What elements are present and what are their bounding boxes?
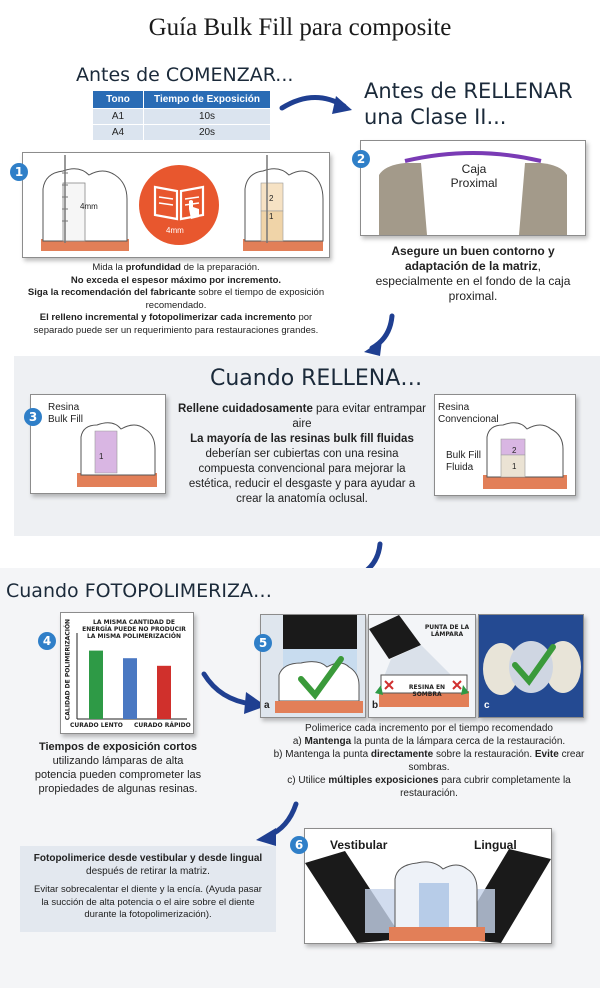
text-span: Proximal	[450, 176, 498, 190]
text-span: Bulk Fill	[446, 450, 482, 461]
layer-label: 1	[269, 212, 274, 221]
step5-text	[270, 722, 588, 800]
layer-label: 1	[99, 452, 104, 461]
depth-label: 4mm	[80, 202, 98, 211]
layer-label: 2	[269, 194, 274, 203]
text-span: LÁMPARA	[430, 631, 464, 638]
step3-text	[176, 402, 428, 507]
fill-heading: Cuando RELLENA…	[210, 366, 423, 391]
text-span: Resina	[48, 402, 80, 413]
step2-text	[368, 244, 578, 304]
flowable-label	[446, 450, 481, 474]
text-span: Bulk Fill	[48, 414, 84, 425]
vestibular-label: Vestibular	[330, 838, 388, 852]
text-span: deberían ser cubiertas con una resina compuesta convencional para mejorar la estética, reducir el desgaste y para ayudar a crear la anatomía oclusal.	[188, 448, 416, 505]
flow-arrow-icon	[278, 88, 358, 124]
lamp-tip-label	[424, 624, 470, 638]
lingual-label: Lingual	[474, 838, 517, 852]
tooth-depth-illustration	[23, 153, 329, 257]
chart-ylabel: CALIDAD DE POLIMERIZACIÓN	[64, 618, 72, 721]
text-span: Rellene cuidadosamente	[178, 403, 313, 415]
text-span: , especialmente en el fondo de la caja proximal.	[375, 259, 571, 303]
text-span: Convencional	[438, 414, 499, 425]
text-span: después de retirar la matriz.	[86, 866, 210, 877]
text-span: RESINA EN	[408, 684, 446, 691]
chart-bar	[123, 658, 137, 719]
text-span: No exceda el	[70, 274, 132, 286]
table-cell: A1	[93, 109, 144, 125]
step6-text-2: Evitar sobrecalentar el diente y la encía. (Ayuda pasar la succión de alta potencia o el aire sobre el diente durante la fotopolimerización).	[34, 884, 262, 920]
step6-text-1	[30, 852, 266, 878]
chart-bar	[157, 666, 171, 719]
text-span: Siga la recomendación del fabricante	[27, 287, 196, 298]
text-span: directamente	[370, 749, 434, 760]
text-span: Resina	[438, 402, 470, 413]
text-span: b) Mantenga la punta	[273, 749, 371, 760]
lamp-close-illustration	[261, 615, 365, 717]
text-span: profundidad	[125, 262, 181, 273]
text-span: crear sombras.	[408, 749, 585, 773]
exposure-table	[92, 90, 271, 141]
text-span: Polimerice cada incremento por el tiempo recomendado	[305, 723, 553, 734]
text-span: la punta de la lámpara cerca de la restauración.	[351, 736, 566, 747]
step-badge: 5	[254, 634, 272, 652]
step-badge: 3	[24, 408, 42, 426]
text-span: Fotopolimerice desde vestibular y desde lingual	[33, 853, 263, 864]
table-cell: A4	[93, 125, 144, 141]
flow-arrow-icon	[360, 312, 400, 358]
text-span: Caja	[461, 162, 487, 176]
step-badge: 4	[38, 632, 56, 650]
shadow-resin-label	[402, 684, 452, 698]
panel-label: b	[372, 700, 379, 711]
text-span: espesor máximo	[131, 274, 207, 286]
text-span: sobre la restauración.	[433, 749, 535, 760]
table-header: Tono	[93, 91, 144, 109]
step-badge: 1	[10, 163, 28, 181]
chart-title	[80, 619, 188, 640]
step1-illustration	[22, 152, 330, 258]
before-fill-heading-line2: una Clase II...	[364, 105, 507, 129]
step5-panel-a	[260, 614, 366, 718]
text-span: por incremento.	[206, 274, 282, 286]
text-span: La mayoría de las resinas bulk fill fluidas	[190, 433, 414, 445]
text-span: Asegure un buen contorno y adaptación de la matriz	[391, 244, 555, 273]
text-span: sobre el tiempo de exposición recomendado.	[145, 287, 325, 311]
layer-label: 2	[512, 446, 517, 455]
panel-label: c	[484, 700, 490, 711]
text-span: c) Utilice	[287, 775, 329, 786]
text-span: LA MISMA POLIMERIZACIÓN	[86, 633, 181, 640]
step4-text	[32, 740, 204, 796]
step-badge: 6	[290, 836, 308, 854]
page-title: Guía Bulk Fill para composite	[148, 14, 452, 41]
text-span: PUNTA DE LA	[424, 624, 470, 631]
text-span: SOMBRA	[412, 691, 442, 698]
cure-heading: Cuando FOTOPOLIMERIZA…	[6, 580, 272, 602]
table-header: Tiempo de Exposición	[144, 91, 271, 109]
text-span: por separado puede ser un requerimiento para restauraciones grandes.	[33, 312, 319, 336]
text-span: Tiempos de exposición cortos	[38, 741, 198, 753]
text-span: múltiples exposiciones	[328, 775, 439, 786]
icon-depth-label: 4mm	[166, 226, 184, 235]
text-span: El relleno incremental y fotopolimerizar cada incremento	[39, 312, 296, 323]
conventional-label	[438, 402, 499, 426]
chart-xlabel: CURADO RÁPIDO	[134, 722, 191, 729]
step-badge: 2	[352, 150, 370, 168]
table-cell: 10s	[144, 109, 271, 125]
before-fill-heading	[364, 78, 573, 130]
text-span: ENERGÍA PUEDE NO PRODUCIR	[82, 626, 186, 633]
chart-xlabel: CURADO LENTO	[70, 722, 123, 729]
chart-bar	[89, 651, 103, 719]
text-span: Mantenga	[304, 736, 352, 747]
layer-label: 1	[512, 462, 517, 471]
text-span: utilizando lámparas de alta potencia pueden comprometer las propiedades de algunas resinas.	[34, 755, 202, 795]
proximal-box-label	[434, 162, 514, 190]
text-span: de la preparación.	[180, 262, 260, 273]
table-cell: 20s	[144, 125, 271, 141]
multiple-exposures-photo	[479, 615, 583, 717]
step1-text	[20, 262, 332, 337]
text-span: Mida la	[92, 262, 126, 273]
before-fill-heading-line1: Antes de RELLENAR	[364, 79, 573, 103]
before-start-heading: Antes de COMENZAR...	[76, 64, 294, 86]
text-span: para evitar entrampar aire	[292, 403, 426, 430]
text-span: Evite	[534, 749, 559, 760]
bulk-fill-label	[48, 402, 83, 426]
step5-panel-c	[478, 614, 584, 718]
panel-label: a	[264, 700, 270, 711]
text-span: para cubrir completamente la restauración.	[400, 775, 571, 799]
text-span: LA MISMA CANTIDAD DE	[93, 619, 175, 626]
text-span: Fluida	[446, 462, 474, 473]
text-span: a)	[292, 736, 305, 747]
